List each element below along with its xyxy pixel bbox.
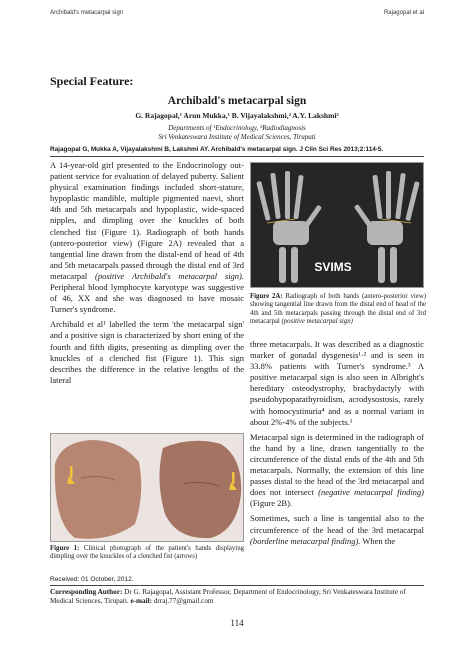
paragraph-italic: (negative metacarpal finding)	[318, 487, 425, 498]
hands-photo-figure	[50, 433, 244, 542]
section-title: Special Feature:	[50, 74, 134, 88]
page-number: 114	[230, 618, 244, 628]
body-paragraph-3: three metacarpals. It was described as a diagnostic marker of gonadal dysgenesis¹·² and is seen in 33.8% patients with Turner's syndrome.³ A positive metacarpal sign is also seen in Albright's hereditary osteodystrophy, brachydactyly with pseudohypoparathyroidism, acrodysostosis, rarely with homocystinuria⁴ and as a normal variant in about 2%-4% of the subjects.¹	[250, 339, 424, 427]
header-divider	[50, 156, 424, 157]
paragraph-text: (Figure 2B).	[250, 498, 293, 509]
caption-label: Figure 2A:	[250, 293, 283, 300]
left-column	[50, 160, 244, 390]
corr-label: Corresponding Author:	[50, 588, 123, 596]
running-head-left: Archibald's metacarpal sign	[50, 10, 124, 16]
citation-line: Rajagopal G, Mukka A, Vijayalakshmi B, Lakshmi AY. Archibald's metacarpal sign. J Clin Sci Res 2013;2:114-5.	[50, 146, 384, 153]
hands-photo-image	[51, 434, 244, 542]
body-paragraph-5	[250, 513, 424, 546]
body-paragraph-4	[250, 432, 424, 510]
caption-italic: (positive metacarpal sign)	[281, 318, 353, 326]
author-list: G. Rajagopal,¹ Arun Mukka,¹ B. Vijayalakshmi,² A.Y. Lakshmi²	[135, 111, 339, 120]
paragraph-text: A 14-year-old girl presented to the Endocrinology out-patient service for evaluation of delayed puberty. Salient physical examination findings included short-stature, hypoplastic mandible, multiple pigmented naevi, short 4th and 5th metacarpals and hypoplastic, wide-spaced nipples, and dimpling over the knuckles of both clenched fist (Figure 1). Radiograph of both hands (antero-posterior view) (Figure 2A) revealed that a tangential line drawn from the distal-end of head of 4th and 5th metacarpals passed through the distal end of 3rd metacarpal	[50, 160, 244, 281]
footer-divider	[50, 585, 424, 586]
paragraph-italic: (borderline metacarpal finding).	[250, 535, 361, 546]
hands-photo-caption	[50, 545, 244, 562]
radiograph-figure	[250, 162, 424, 288]
svims-watermark: SVIMS	[314, 260, 352, 274]
right-column	[250, 339, 424, 551]
corr-text: Dr G. Rajagopal, Assistant Professor, Department of Endocrinology, Sri Venkateswara Institute of Medical Sciences, Tirupati.	[50, 588, 406, 605]
paragraph-text: When the	[362, 535, 396, 546]
paragraph-text: Peripheral blood lymphocyte karyotype was suggestive of 46, XX and she was diagnosed to have mosaic Turner's syndrome.	[50, 282, 244, 315]
affiliation-institute: Sri Venkateswara Institute of Medical Sciences, Tirupati	[158, 133, 316, 141]
caption-label: Figure 1:	[50, 545, 80, 552]
body-paragraph-1	[50, 160, 244, 315]
running-head	[50, 10, 424, 20]
email-label: e-mail:	[130, 597, 153, 605]
caption-text: Clinical photograph of the patient's hands displaying dimpling over the knuckles of a clenched fist (arrows)	[50, 545, 244, 561]
email-address: drraj.77@gmail.com	[153, 597, 214, 605]
radiograph-caption	[250, 293, 426, 327]
affiliation-departments: Departments of ¹Endocrinology, ²Radiodiagnosis	[168, 124, 306, 132]
article-title: Archibald's metacarpal sign	[167, 95, 307, 107]
paragraph-italic: (positive Archibald's metacarpal sign).	[95, 270, 245, 281]
corresponding-author	[50, 588, 424, 606]
body-paragraph-2: Archibald et al¹ labelled the term 'the metacarpal sign' and a positive sign is characterized by short ening of the fourth and fifth digits, presenting as dimpling over the knuckles of a clenched fist (Figure 1). This sign describes the difference in the relative lengths of the lateral	[50, 319, 244, 385]
radiograph-image	[251, 163, 424, 288]
paragraph-text: Metacarpal sign is determined in the radiograph of the hand by a line, drawn tangentially to the circumference of the distal ends of the 4th and 5th metacarpals. Normally, the extension of this line passes distal to the head of the 3rd metacarpal and does not intersect	[250, 431, 424, 498]
caption-text: Radiograph of both hands (antero-posterior view) showing tangential line drawn from the distal end of head of the 4th and 5th metacarpals passing through the distal end of 3rd metacarpal	[250, 293, 426, 326]
received-date: Received: 01 October, 2012.	[50, 576, 134, 583]
running-head-right: Rajagopal et al	[383, 10, 424, 16]
paragraph-text: Sometimes, such a line is tangential also to the circumference of the head of the 3rd metacarpal	[250, 513, 424, 535]
